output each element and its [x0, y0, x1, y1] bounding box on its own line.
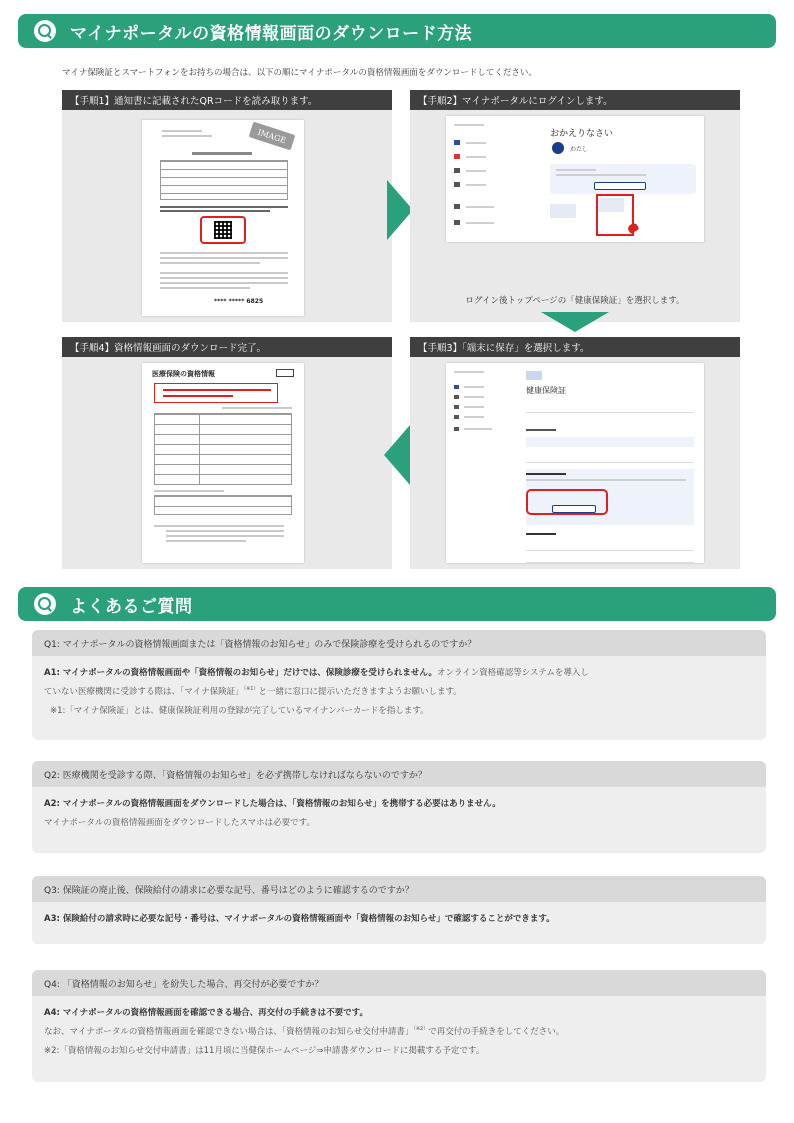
- faq-question: Q4: 「資格情報のお知らせ」を紛失した場合、再交付が必要ですか？: [32, 970, 766, 996]
- faq-answer: A4: マイナポータルの資格情報画面を確認できる場合、再交付の手続きは不要です。 なお、マイナポータルの資格情報画面を確認できない場合は、「資格情報のお知らせ交付申請書」$^{(※2)}$で再交付の手続きをしてください。 ※2:「資格情報のお知らせ交付申請書」は11月頃に当健保ホームページ⇒申請書ダウンロードに掲載する予定です。: [32, 996, 766, 1071]
- step2-label: 【手順2】マイナポータルにログインします。: [410, 90, 740, 110]
- step1-label: 【手順1】通知書に記載されたQRコードを読み取ります。: [62, 90, 392, 110]
- section-header-faq: [18, 587, 776, 621]
- section-header-download: [18, 14, 776, 48]
- faq-answer: A2: マイナポータルの資格情報画面をダウンロードした場合は、「資格情報のお知らせ」を携帯する必要はありません。 マイナポータルの資格情報画面をダウンロードしたスマホは必要です。: [44, 799, 501, 828]
- greeting-text: おかえりなさい: [550, 129, 614, 139]
- user-name: わたし: [570, 146, 589, 153]
- step4-panel: [62, 337, 392, 569]
- faq-item: [32, 876, 766, 944]
- avatar: [552, 142, 564, 154]
- intro-text: マイナ保険証とスマートフォンをお持ちの場合は、以下の順にマイナポータルの資格情報画面をダウンロードしてください。: [62, 68, 537, 78]
- portal-home-screenshot: [446, 116, 704, 242]
- faq-item: [32, 630, 766, 740]
- step3-label: 【手順3】「端末に保存」を選択します。: [410, 337, 740, 357]
- save-to-device-button: [552, 505, 596, 513]
- faq-note: ※2:「資格情報のお知らせ交付申請書」は11月頃に当健保ホームページ⇒申請書ダウンロードに掲載する予定です。: [44, 1046, 485, 1056]
- insurance-screen-screenshot: [446, 363, 704, 563]
- search-icon: [34, 20, 56, 42]
- faq-item: [32, 761, 766, 853]
- notice-document-image: [142, 120, 304, 316]
- notice-code: **** ***** 6825: [214, 298, 264, 305]
- warning-box: [154, 383, 278, 403]
- search-icon: [34, 593, 56, 615]
- notice-table: [160, 160, 288, 200]
- step3-panel: [410, 337, 740, 569]
- portal-sidebar: [454, 124, 502, 234]
- step1-panel: [62, 90, 392, 322]
- arrow-left-icon: [384, 425, 410, 485]
- qualification-table: [154, 413, 292, 485]
- doc-title: 医療保険の資格情報: [152, 370, 215, 378]
- faq-title: よくあるご質問: [70, 596, 193, 617]
- faq-question: Q1: マイナポータルの資格情報画面または「資格情報のお知らせ」のみで保険診療を受けられるのですか？: [32, 630, 766, 656]
- faq-question: Q3: 保険証の廃止後、保険給付の請求に必要な記号、番号はどのように確認するのですか？: [32, 876, 766, 902]
- status-card: [550, 164, 696, 194]
- step2-caption: ログイン後トップページの「健康保険証」を選択します。: [465, 296, 685, 306]
- section-title: マイナポータルの資格情報画面のダウンロード方法: [70, 23, 473, 44]
- faq-note: ※1:「マイナ保険証」とは、健康保険証利用の登録が完了しているマイナンバーカードを指します。: [50, 706, 429, 716]
- faq-answer: A1: マイナポータルの資格情報画面や「資格情報のお知らせ」だけでは、保険診療を受けられません。オンライン資格確認等システムを導入し ていない医療機関に受診する際は、「マイナ保険証」$^{(※1)}$と一緒に窓口に提示いただきますようお願いします。 ※1:「マイナ保険証」とは、健康保険証利用の登録が完了しているマイナンバーカードを指します。: [32, 656, 766, 731]
- qr-code-highlight: [200, 216, 246, 244]
- step2-panel: [410, 90, 740, 322]
- screen-title: 健康保険証: [526, 386, 566, 395]
- arrow-down-icon: [541, 312, 609, 332]
- qualification-document-image: [142, 363, 304, 563]
- step4-label: 【手順4】資格情報画面のダウンロード完了。: [62, 337, 392, 357]
- qr-code-icon: [214, 221, 232, 239]
- faq-question: Q2: 医療機関を受診する際、「資格情報のお知らせ」を必ず携帯しなければならないのですか？: [32, 761, 766, 787]
- image-stamp: IMAGE: [249, 122, 296, 151]
- faq-item: [32, 970, 766, 1082]
- faq-answer: A3: 保険給付の請求時に必要な記号・番号は、マイナポータルの資格情報画面や「資格情報のお知らせ」で確認することができます。: [44, 914, 555, 924]
